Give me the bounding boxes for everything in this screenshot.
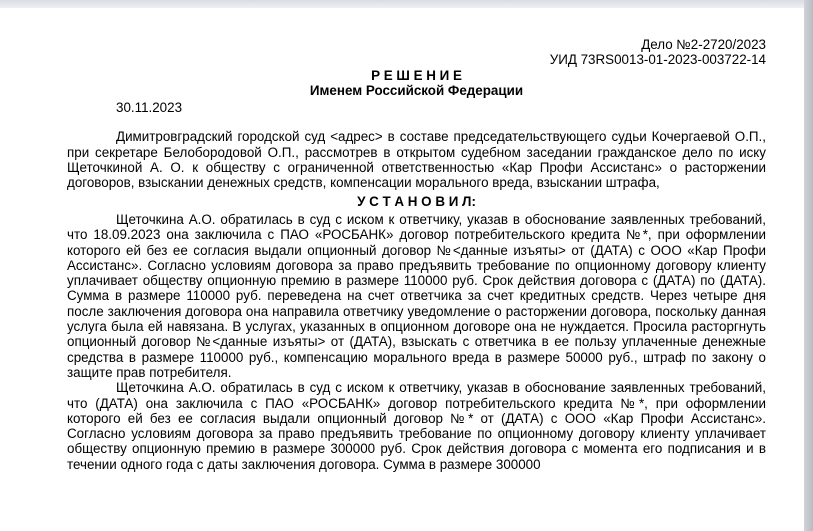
body-paragraph-1: Щеточкина А.О. обратилась в суд с иском к ответчику, указав в обоснование заявленных требований, что 18.09.2023 она заключила с ПАО «РОСБАНК» договор потребительского кредита №*, при оформлении которого ей без ее согласия выдали опционный договор №<данные изъяты> от (ДАТА) с ООО «Кар Профи Ассистанс». Согласно условиям договора за право предъявить требование по опционному договору клиенту уплачивает обществу опционную премию в размере 110000 руб. Срок действия договора с (ДАТА) по (ДАТА). Сумма в размере 110000 руб. переведена на счет ответчика за счет кредитных средств. Через четыре дня после заключения договора она направила ответчику уведомление о расторжении договора, поскольку данная услуга была ей навязана. В услугах, указанных в опционном договоре она не нуждается. Просила расторгнуть опционный договор №<данные изъяты> от (ДАТА), взыскать с ответчика в ее пользу уплаченные денежные средства в размере 110000 руб., компенсацию морального вреда в размере 50000 руб., штраф по закону о защите прав потребителя. [67, 211, 766, 380]
document-subtitle: Именем Российской Федерации [309, 82, 524, 98]
intro-paragraph: Димитровградский городской суд <адрес> в составе председательствующего судьи Кочергаевой О.П., при секретаре Белобородовой О.П., рассмотрев в открытом судебном заседании гражданское дело по иску Щеточкиной А. О. к обществу с ограниченной ответственностью «Кар Профи Ассистанс» о расторжении договоров, взыскании денежных средств, компенсации морального вреда, взыскании штрафа, [67, 129, 766, 191]
page-edge [804, 0, 813, 531]
document-body [67, 37, 766, 472]
window-frame-top [0, 0, 813, 8]
document-date: 30.11.2023 [116, 100, 183, 116]
case-uid: УИД 73RS0013-01-2023-003722-14 [549, 52, 766, 68]
document-title: Р Е Ш Е Н И Е [371, 67, 462, 83]
case-number: Дело №2-2720/2023 [641, 37, 766, 52]
established-heading: У С Т А Н О В И Л: [357, 193, 476, 209]
body-paragraph-2: Щеточкина А.О. обратилась в суд с иском к ответчику, указав в обоснование заявленных требований, что (ДАТА) она заключила с ПАО «РОСБАНК» договор потребительского кредита №*, при оформлении которого ей без ее согласия выдали опционный договор №* от (ДАТА) с ООО «Кар Профи Ассистанс». Согласно условиям договора за право предъявить требование по опционному договору клиенту уплачивает обществу опционную премию в размере 300000 руб. Срок действия договора с момента его подписания и в течении одного года с даты заключения договора. Сумма в размере 300000 [67, 380, 766, 472]
